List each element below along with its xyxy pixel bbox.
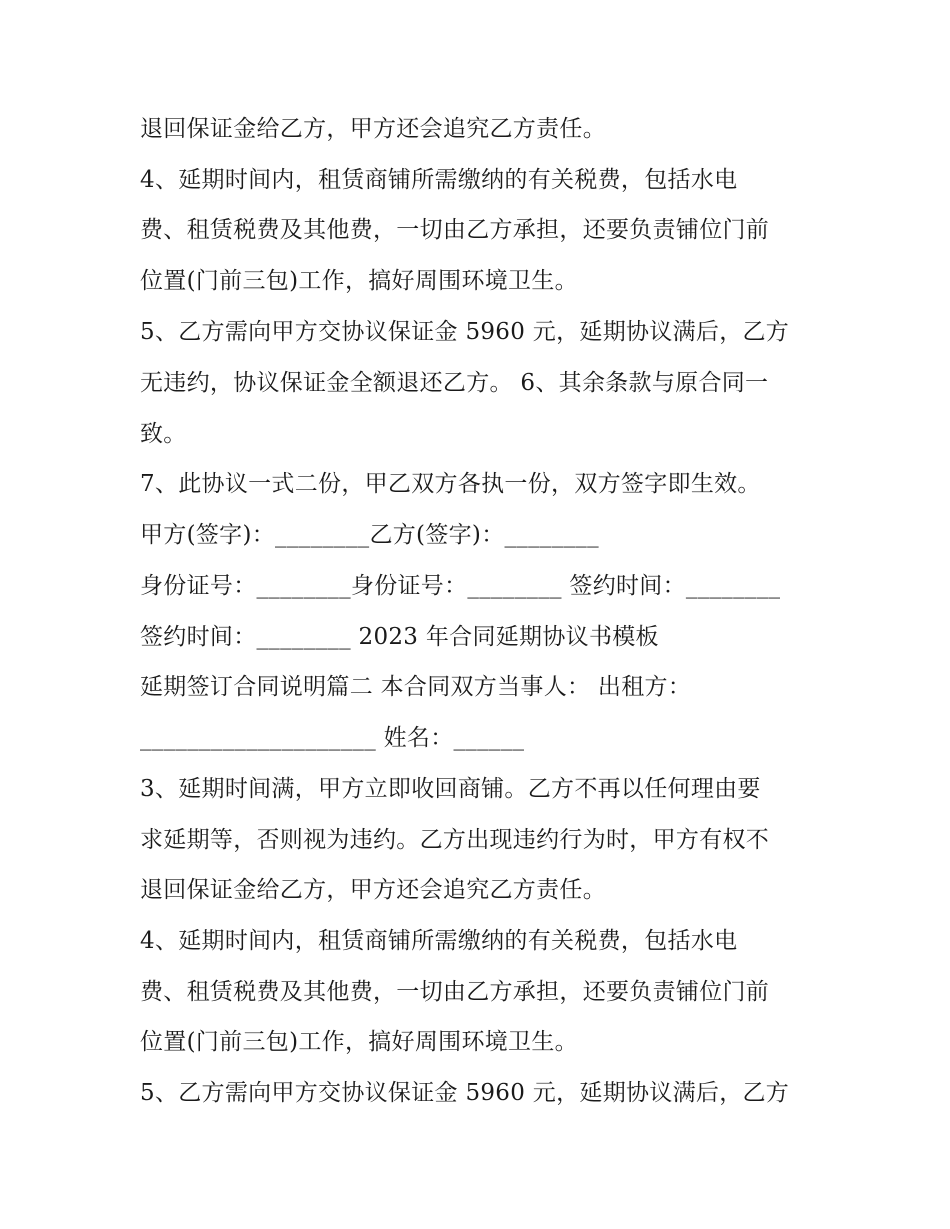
- text-line: 求延期等，否则视为违约。乙方出现违约行为时，甲方有权不: [140, 827, 770, 853]
- text-line: 5、乙方需向甲方交协议保证金 5960 元，延期协议满后，乙方: [140, 319, 790, 345]
- name-blank-line: ____________________ 姓名：______: [140, 725, 525, 751]
- text-line: 费、租赁税费及其他费，一切由乙方承担，还要负责铺位门前: [140, 217, 770, 243]
- text-line: 5、乙方需向甲方交协议保证金 5960 元，延期协议满后，乙方: [140, 1080, 790, 1106]
- signature-line: 甲方(签字)：________乙方(签字)：________: [140, 522, 599, 548]
- text-line: 7、此协议一式二份，甲乙双方各执一份，双方签字即生效。: [140, 471, 761, 497]
- text-line: 无违约，协议保证金全额退还乙方。 6、其余条款与原合同一: [140, 370, 769, 396]
- text-line: 位置(门前三包)工作，搞好周围环境卫生。: [140, 268, 578, 294]
- id-number-line: 身份证号：________身份证号：________ 签约时间：________: [140, 573, 781, 599]
- text-line: 致。: [140, 421, 187, 447]
- text-line: 4、延期时间内，租赁商铺所需缴纳的有关税费，包括水电: [140, 928, 738, 954]
- text-line: 位置(门前三包)工作，搞好周围环境卫生。: [140, 1029, 578, 1055]
- text-line: 退回保证金给乙方，甲方还会追究乙方责任。: [140, 877, 606, 903]
- text-line: 费、租赁税费及其他费，一切由乙方承担，还要负责铺位门前: [140, 979, 770, 1005]
- text-line: 签约时间：________ 2023 年合同延期协议书模板: [140, 624, 659, 650]
- text-line: 4、延期时间内，租赁商铺所需缴纳的有关税费，包括水电: [140, 167, 738, 193]
- text-line: 3、延期时间满，甲方立即收回商铺。乙方不再以任何理由要: [140, 776, 761, 802]
- text-line: 延期签订合同说明篇二 本合同双方当事人： 出租方：: [140, 674, 692, 700]
- text-line: 退回保证金给乙方，甲方还会追究乙方责任。: [140, 116, 606, 142]
